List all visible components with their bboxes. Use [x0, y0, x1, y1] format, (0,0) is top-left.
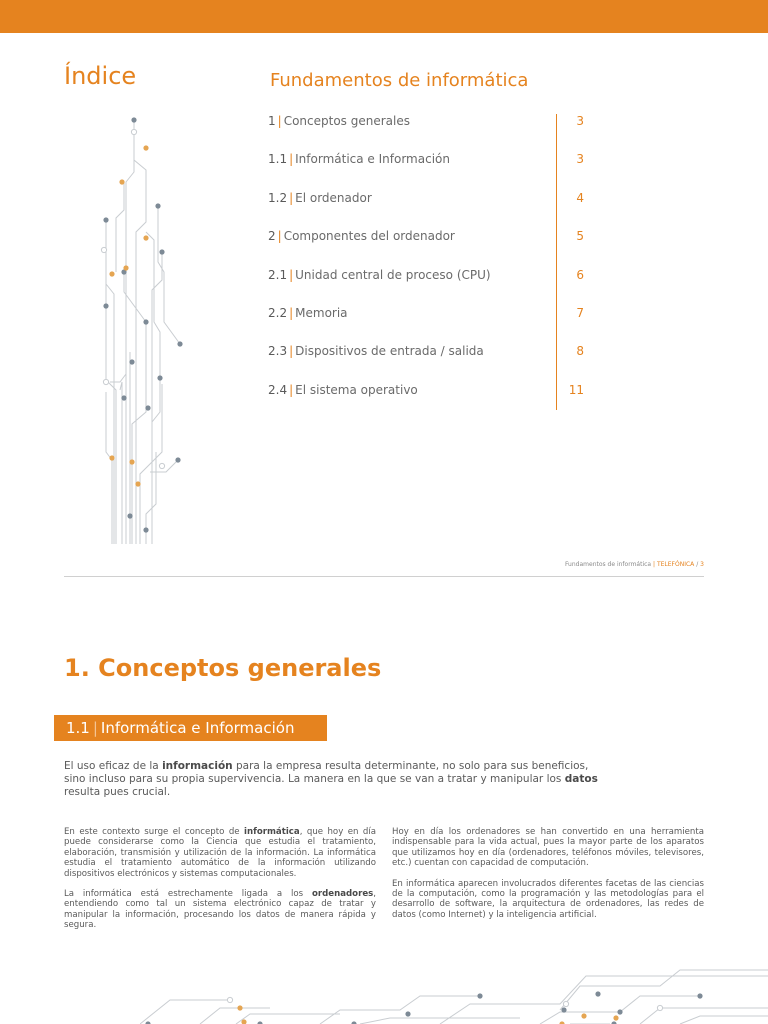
body-text: La informática está estrechamente ligada a los: [64, 889, 312, 900]
toc-entry[interactable]: [268, 344, 588, 382]
toc-entry-number: 1.1: [268, 152, 288, 167]
footer-page-number: 3: [700, 561, 704, 568]
toc-entry[interactable]: [268, 191, 588, 229]
toc-entry-label: Componentes del ordenador: [283, 229, 455, 244]
toc-entry-label: Conceptos generales: [283, 114, 410, 128]
body-paragraph: En informática aparecen involucrados diferentes facetas de las ciencias de la computación, como la programación y las metodologías para el desarrollo de software, la arquitectura de ordenadores, las redes de datos (como Internet) y la inteligencia artificial.: [392, 878, 704, 920]
section-heading: [54, 715, 327, 741]
circuit-decoration-bottom: [140, 960, 768, 1024]
toc-separator: |: [289, 305, 294, 320]
toc-entry-page: 5: [576, 229, 584, 244]
body-paragraph: [64, 889, 376, 931]
toc-entry[interactable]: [268, 229, 588, 267]
toc-entry-label: El sistema operativo: [295, 382, 418, 397]
footer-separator: |: [653, 561, 656, 568]
toc-entry-label: Memoria: [295, 305, 348, 320]
toc-entry-number: 2: [268, 229, 276, 244]
toc-entry[interactable]: [268, 383, 588, 421]
footer-rule: [64, 576, 704, 577]
toc-entry-page: 3: [576, 114, 584, 128]
toc-entry-label: Informática e Información: [295, 152, 450, 167]
body-text: , que hoy en día puede considerarse como la Ciencia que estudia el tratamiento, elaboración, transmisión y utilización de la información. La informática estudia el tratamiento automático de la información utilizando dispositivos electrónicos y sistemas computacionales.: [64, 827, 377, 879]
intro-bold-term: información: [162, 760, 233, 772]
body-paragraph: [64, 827, 376, 879]
toc-entry-page: 6: [576, 267, 584, 282]
toc-entry-page: 3: [576, 152, 584, 167]
intro-text: para la empresa resulta determinante, no solo para sus beneficios, sino incluso para su propia supervivencia. La manera en la que se van a tratar y manipular los: [64, 760, 589, 785]
intro-text: El uso eficaz de la: [64, 760, 163, 772]
intro-paragraph: [64, 760, 604, 799]
top-accent-bar: [0, 0, 768, 33]
section-number: 1.1: [66, 719, 90, 737]
toc-entry-number: 2.3: [268, 344, 288, 359]
toc-entry-number: 1.2: [268, 190, 288, 205]
toc-entry[interactable]: [268, 152, 588, 190]
toc-separator: |: [289, 152, 294, 167]
toc-separator: |: [289, 344, 294, 359]
footer-slash: /: [696, 561, 699, 568]
body-bold-term: ordenadores: [311, 889, 374, 900]
toc-heading: Fundamentos de informática: [270, 70, 529, 91]
footer-brand: TELEFÓNICA: [656, 561, 695, 568]
toc-entry-page: 7: [576, 305, 584, 320]
body-column-right: [392, 827, 704, 930]
section-title: Informática e Información: [100, 719, 295, 737]
toc-separator: |: [277, 229, 282, 244]
table-of-contents: [268, 114, 588, 421]
toc-entry-page: 4: [576, 190, 584, 205]
toc-separator: |: [289, 190, 294, 205]
toc-entry-label: El ordenador: [295, 190, 372, 205]
body-text: , entendiendo como tal un sistema electrónico capaz de tratar y manipular la información, procesando los datos de manera rápida y segura.: [64, 889, 376, 931]
toc-divider: [556, 114, 557, 410]
body-column-left: [64, 827, 376, 941]
toc-entry-number: 2.4: [268, 382, 288, 397]
toc-entry-page: 11: [568, 382, 584, 397]
body-paragraph: Hoy en día los ordenadores se han convertido en una herramienta indispensable para la vida actual, pues la mayor parte de los aparatos que utilizamos hoy en día (ordenadores, teléfonos móviles, televisores, etc.) cuentan con capacidad de computación.: [392, 827, 704, 869]
toc-entry[interactable]: [268, 114, 588, 152]
toc-entry-page: 8: [576, 344, 584, 359]
toc-separator: |: [289, 382, 294, 397]
toc-entry-number: 2.1: [268, 267, 288, 282]
toc-separator: |: [277, 114, 282, 128]
section-separator: |: [92, 719, 98, 737]
index-title: Índice: [64, 62, 137, 90]
toc-entry[interactable]: [268, 306, 588, 344]
body-text: En este contexto surge el concepto de: [64, 827, 245, 837]
page-footer: [565, 561, 704, 568]
toc-separator: |: [289, 267, 294, 282]
circuit-decoration-left: [96, 112, 196, 544]
chapter-title: 1. Conceptos generales: [64, 654, 382, 682]
body-bold-term: informática: [244, 827, 300, 837]
toc-entry[interactable]: [268, 268, 588, 306]
footer-doc-title: Fundamentos de informática: [564, 561, 652, 568]
toc-entry-number: 2.2: [268, 305, 288, 320]
toc-entry-label: Unidad central de proceso (CPU): [295, 267, 491, 282]
intro-text: resulta pues crucial.: [64, 786, 171, 798]
toc-entry-label: Dispositivos de entrada / salida: [295, 344, 484, 359]
toc-entry-number: 1: [268, 114, 276, 128]
intro-bold-term: datos: [564, 773, 598, 785]
